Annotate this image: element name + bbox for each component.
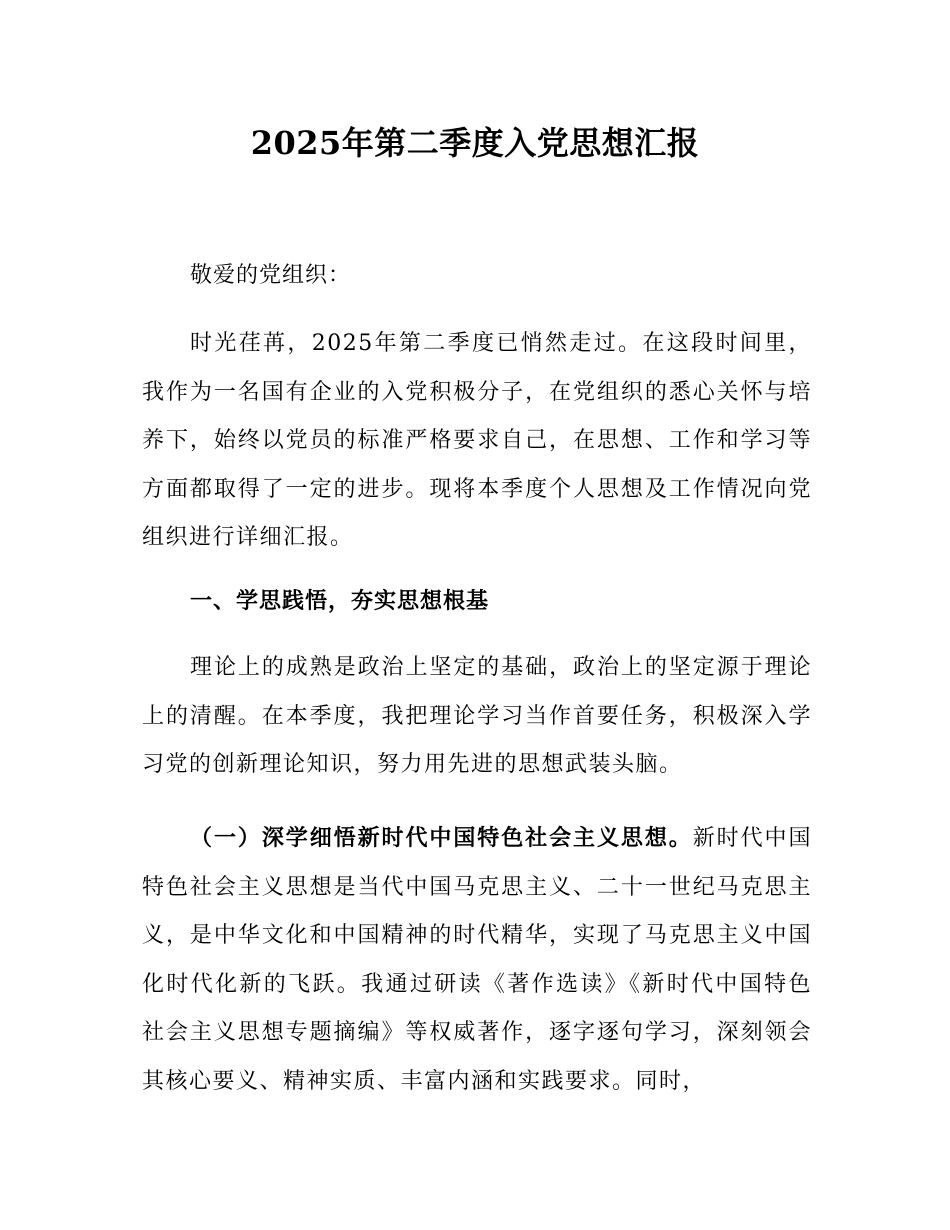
section-heading: 一、学思践悟，夯实思想根基	[190, 589, 490, 614]
subsection-body: 新时代中国特色社会主义思想是当代中国马克思主义、二十一世纪马克思主义，是中华文化和中国精神的时代精华，实现了马克思主义中国化时代化新的飞跃。我通过研读《著作选读》《新时代中国特色社会主义思想专题摘编》等权威著作，逐字逐句学习，深刻领会其核心要义、精神实质、丰富内涵和实践要求。同时，	[142, 826, 812, 1094]
theory-paragraph: 理论上的成熟是政治上坚定的基础，政治上的坚定源于理论上的清醒。在本季度，我把理论学习当作首要任务，积极深入学习党的创新理论知识，努力用先进的思想武装头脑。	[142, 655, 812, 777]
intro-paragraph: 时光荏苒，2025年第二季度已悄然走过。在这段时间里，我作为一名国有企业的入党积极分子，在党组织的悉心关怀与培养下，始终以党员的标准严格要求自己，在思想、工作和学习等方面都取得了一定的进步。现将本季度个人思想及工作情况向党组织进行详细汇报。	[142, 331, 812, 550]
salutation: 敬爱的党组织：	[190, 263, 352, 288]
subsection-lead: （一）深学细悟新时代中国特色社会主义思想。	[190, 826, 693, 851]
document-title: 2025年第二季度入党思想汇报	[250, 124, 700, 162]
study-paragraph	[142, 815, 812, 1106]
